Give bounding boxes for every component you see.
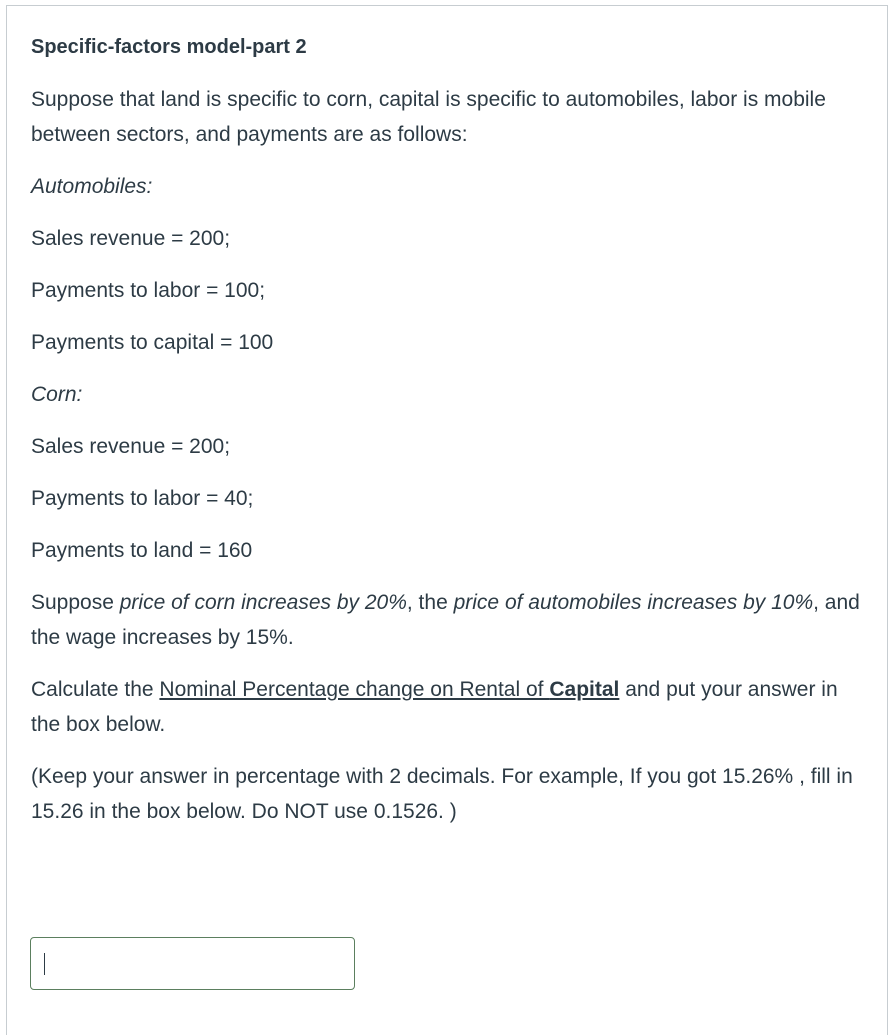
question-intro: Suppose that land is specific to corn, capital is specific to automobiles, labor is mobile between sectors, and payments are as follows: (31, 88, 826, 146)
automobiles-payments-capital: Payments to capital = 100 (31, 331, 274, 354)
calculate-underlined-text: Nominal Percentage change on Rental of (159, 678, 550, 701)
automobiles-payments-labor: Payments to labor = 100; (31, 279, 266, 302)
text-cursor (44, 953, 45, 975)
answer-input[interactable] (31, 938, 354, 989)
price-change-paragraph (31, 585, 861, 655)
automobiles-heading (31, 169, 861, 204)
question-title: Specific-factors model-part 2 (31, 36, 307, 58)
answer-instructions: (Keep your answer in percentage with 2 decimals. For example, If you got 15.26% , fill in 15.26 in the box below. Do NOT use 0.1526. ) (31, 765, 853, 823)
calculate-paragraph (31, 672, 861, 742)
auto-price-change: price of automobiles increases by 10% (453, 591, 814, 614)
corn-price-change: price of corn increases by 20% (119, 591, 407, 614)
corn-heading-text: Corn: (31, 383, 83, 406)
corn-payments-labor: Payments to labor = 40; (31, 487, 254, 510)
suppose-suffix: , and the wage increases by 15%. (31, 591, 860, 649)
corn-sales-revenue: Sales revenue = 200; (31, 435, 231, 458)
question-content (31, 34, 861, 829)
suppose-prefix: Suppose (31, 591, 120, 614)
automobiles-sales-revenue: Sales revenue = 200; (31, 227, 231, 250)
corn-payments-land: Payments to land = 160 (31, 539, 253, 562)
calculate-suffix: and put your answer in the box below. (31, 678, 838, 736)
answer-field[interactable] (30, 937, 355, 990)
calculate-prefix: Calculate the (31, 678, 160, 701)
question-card (6, 5, 888, 1035)
calculate-bold-capital: Capital (549, 678, 620, 701)
automobiles-heading-text: Automobiles: (31, 175, 153, 198)
corn-heading (31, 377, 861, 412)
calculate-underlined (159, 678, 619, 701)
suppose-separator: , the (406, 591, 454, 614)
